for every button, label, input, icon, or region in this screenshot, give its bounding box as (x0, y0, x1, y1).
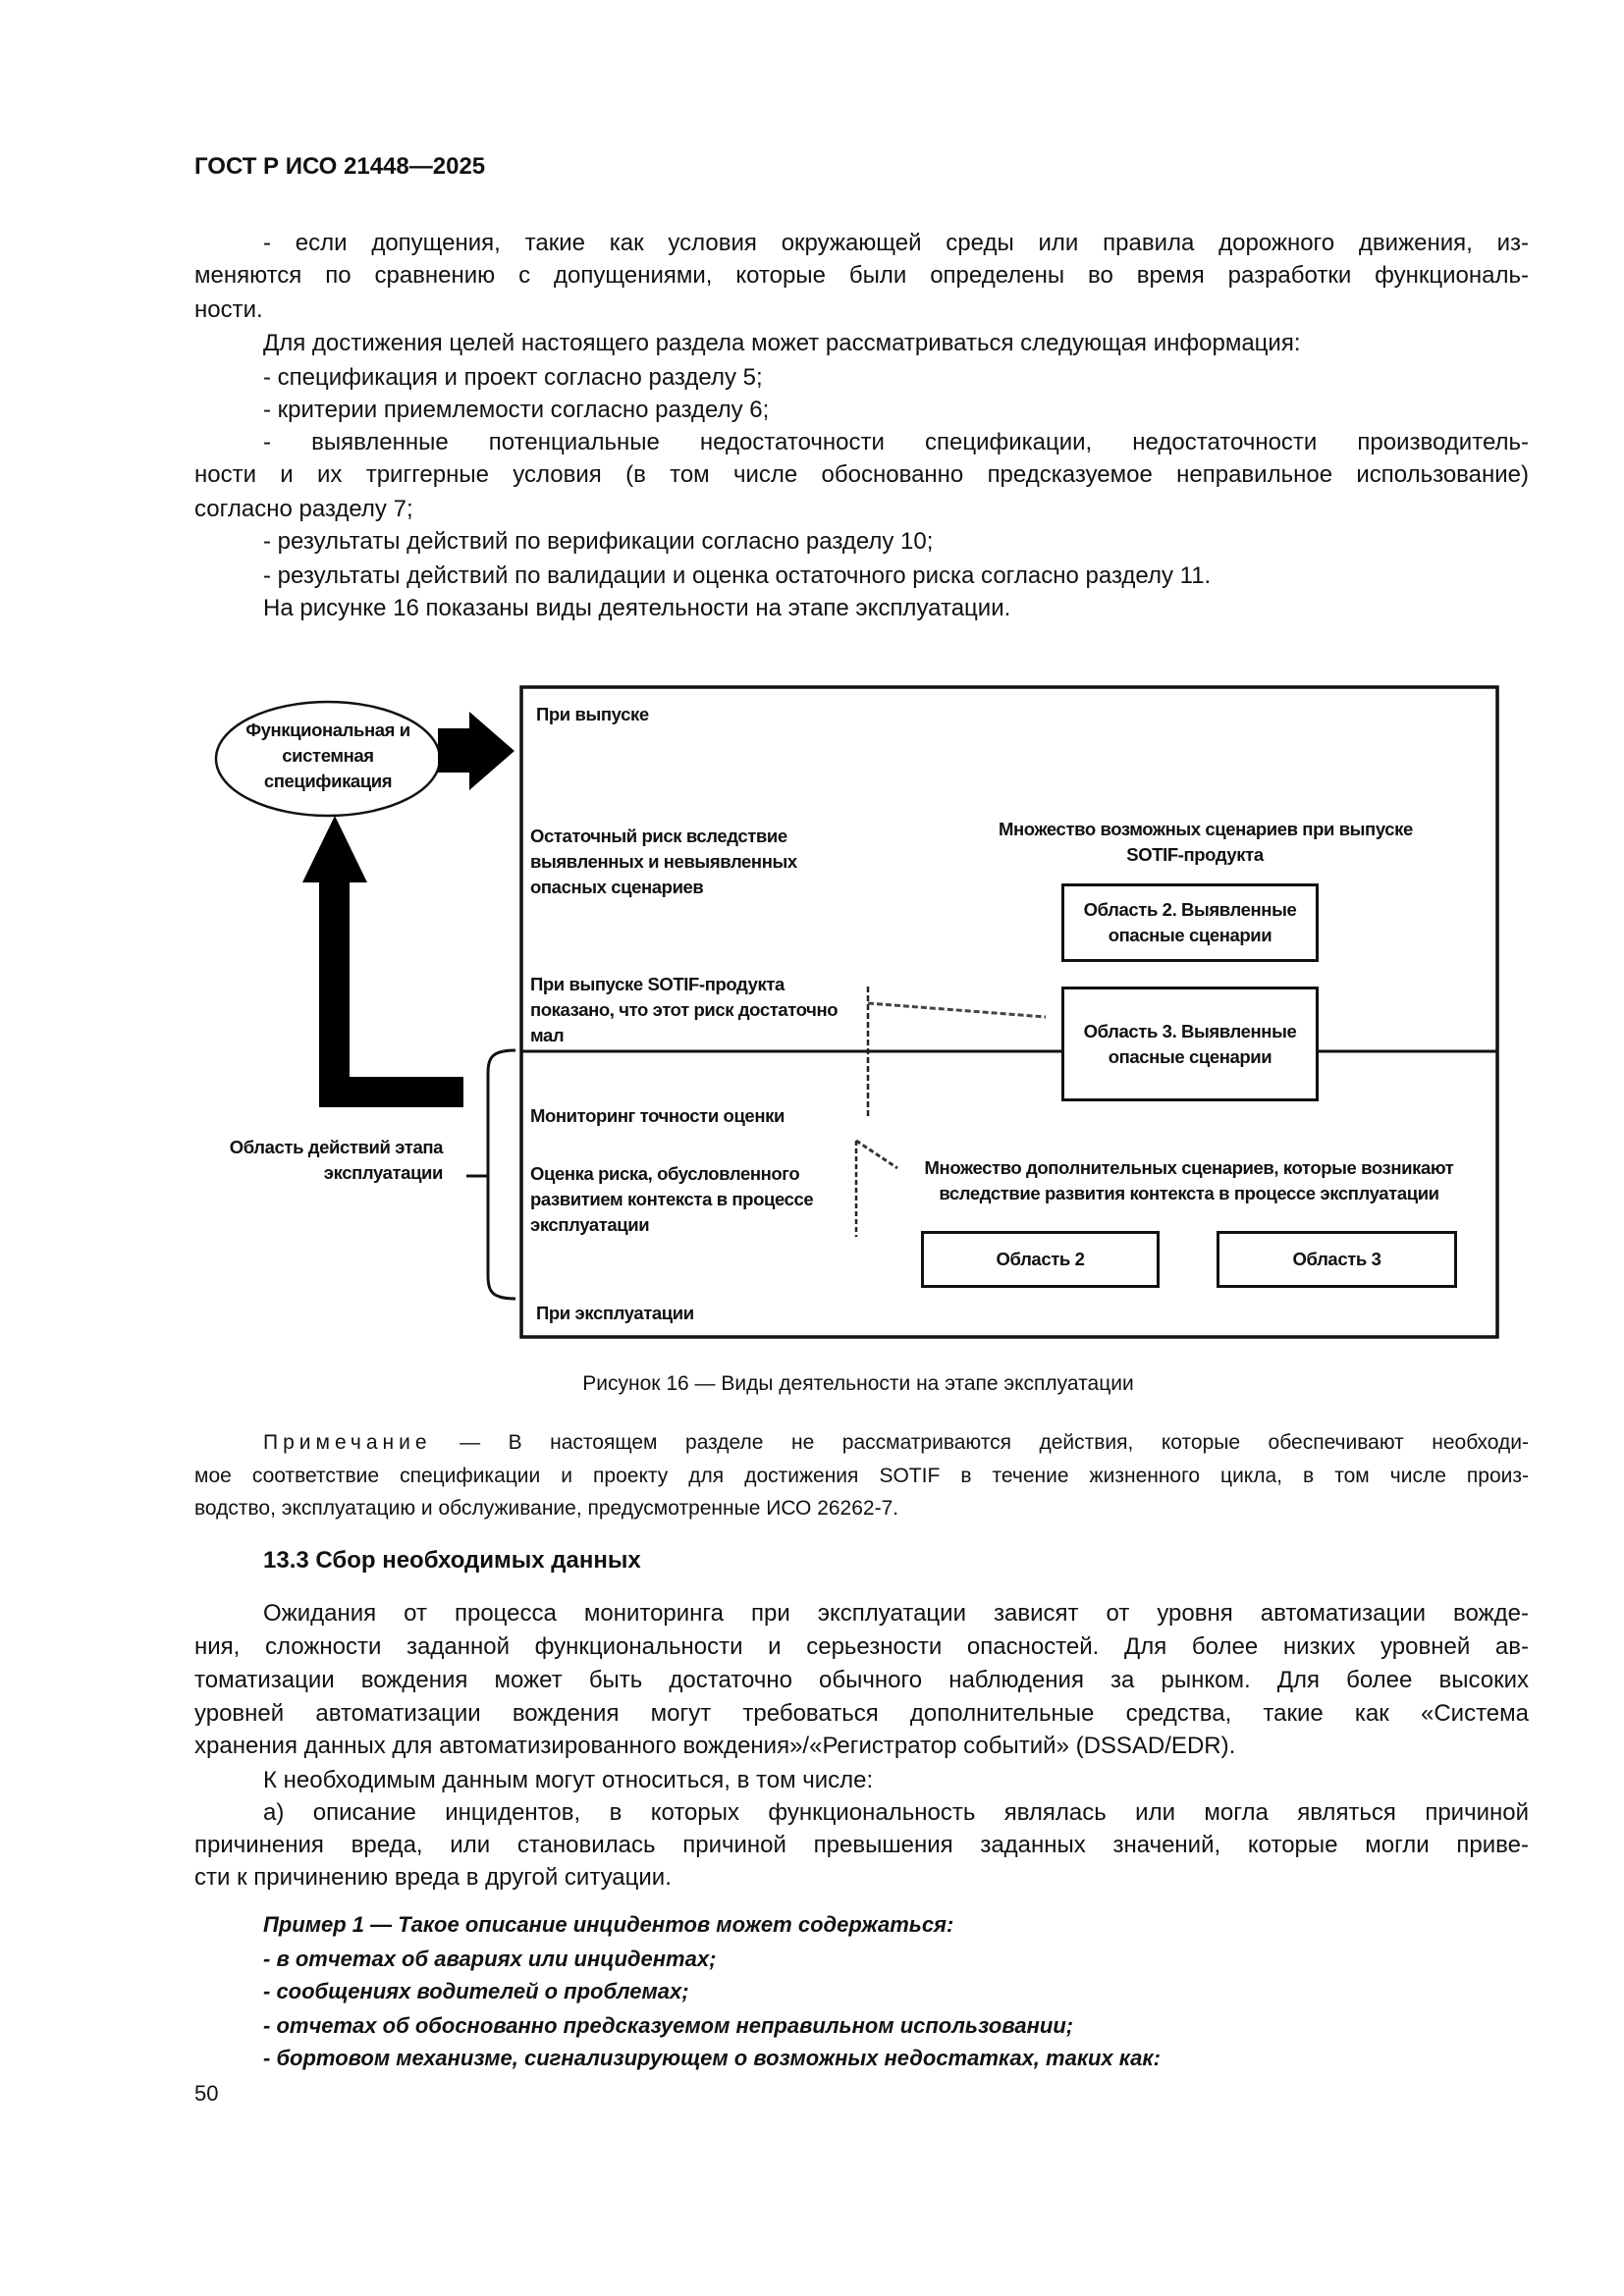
label-line: опасные сценарии (1108, 925, 1272, 945)
area2-identified-box (1061, 883, 1319, 962)
text-line: сти к причинению вреда в другой ситуации. (194, 1864, 672, 1891)
operation-brace (488, 1050, 515, 1299)
page-number: 50 (194, 2081, 219, 2106)
label-line: эксплуатации (530, 1214, 650, 1235)
label-line: SOTIF-продукта (1126, 844, 1264, 865)
label-line: Область 3. Выявленные (1083, 1020, 1297, 1041)
figure-caption: Рисунок 16 — Виды деятельности на этапе эксплуатации (582, 1372, 1134, 1395)
text-line: причинения вреда, или становилась причиной превышения заданных значений, которые могли приве- (194, 1832, 1529, 1858)
operation-scope-label (196, 1135, 443, 1186)
area3-box: Область 3 (1217, 1231, 1457, 1288)
at-operation-label: При эксплуатации (536, 1303, 694, 1323)
text-line: - если допущения, такие как условия окружающей среды или правила дорожного движения, из- (263, 230, 1529, 256)
text-line: Ожидания от процесса мониторинга при эксплуатации зависят от уровня автоматизации вожде- (263, 1600, 1529, 1627)
label-line: Область действий этапа (229, 1137, 443, 1157)
text-line: уровней автоматизации вождения могут требоваться дополнительные средства, такие как «Система (194, 1700, 1529, 1727)
note-label: Примечание (263, 1431, 432, 1454)
area2-box: Область 2 (921, 1231, 1160, 1288)
residual-risk-label (530, 824, 797, 900)
example-title: Пример 1 — Такое описание инцидентов может содержаться: (263, 1912, 954, 1937)
text-line: ности и их триггерные условия (в том числе обоснованно предсказуемое неправильное использование) (194, 461, 1529, 488)
at-release-label: При выпуске (536, 704, 649, 724)
text-line: ности. (194, 296, 263, 323)
section-heading: 13.3 Сбор необходимых данных (263, 1547, 641, 1574)
dashed-line (856, 1141, 897, 1168)
example-item: - отчетах об обоснованно предсказуемом неправильном использовании; (263, 2013, 1074, 2038)
note-line (263, 1428, 1529, 1458)
text-line: хранения данных для автоматизированного вождения»/«Регистратор событий» (DSSAD/EDR). (194, 1733, 1236, 1759)
label-line: Область 2. Выявленные (1083, 899, 1297, 920)
monitoring-label: Мониторинг точности оценки (530, 1105, 785, 1126)
note-text: — В настоящем разделе не рассматриваются действия, которые обеспечивают необходи- (431, 1431, 1529, 1454)
label-line: Остаточный риск вследствие (530, 826, 787, 846)
label-line: Множество возможных сценариев при выпуске (999, 819, 1413, 839)
example-item: - в отчетах об авариях или инцидентах; (263, 1947, 717, 1971)
list-item: - результаты действий по валидации и оценка остаточного риска согласно разделу 11. (263, 562, 1212, 589)
dashed-line (868, 1003, 1046, 1017)
ellipse-label-line: системная (282, 745, 374, 766)
note-line: мое соответствие спецификации и проекту для достижения SOTIF в течение жизненного цикла, в том числе произ- (194, 1465, 1529, 1487)
label-line: При выпуске SOTIF-продукта (530, 974, 785, 994)
text-line: К необходимым данным могут относиться, в том числе: (263, 1767, 874, 1793)
list-item: - выявленные потенциальные недостаточности спецификации, недостаточности производитель- (263, 429, 1529, 455)
text-line: На рисунке 16 показаны виды деятельности на этапе эксплуатации. (263, 595, 1011, 621)
example-item: - сообщениях водителей о проблемах; (263, 1979, 689, 2003)
label-line: мал (530, 1025, 565, 1045)
note-line: водство, эксплуатацию и обслуживание, предусмотренные ИСО 26262-7. (194, 1497, 899, 1520)
area3-identified-box (1061, 987, 1319, 1101)
release-shown-label (530, 972, 838, 1048)
release-set-label (999, 817, 1413, 868)
label-line: вследствие развития контекста в процессе эксплуатации (939, 1183, 1439, 1203)
label-line: опасных сценариев (530, 877, 704, 897)
feedback-arrow-up-icon (302, 816, 463, 1107)
list-item: - спецификация и проект согласно разделу 5; (263, 364, 763, 391)
text-line: согласно разделу 7; (194, 496, 413, 522)
document-header: ГОСТ Р ИСО 21448—2025 (194, 153, 486, 180)
label-line: Оценка риска, обусловленного (530, 1163, 800, 1184)
label-line: опасные сценарии (1108, 1045, 1272, 1067)
list-item: - критерии приемлемости согласно разделу 6; (263, 397, 770, 423)
label-line: Множество дополнительных сценариев, которые возникают (924, 1157, 1454, 1178)
text-line: томатизации вождения может быть достаточно обычного наблюдения за рынком. Для более высоких (194, 1667, 1529, 1693)
ellipse-label-line: спецификация (263, 771, 393, 791)
label-line: эксплуатации (323, 1162, 443, 1183)
label-line: выявленных и невыявленных (530, 851, 797, 872)
text-line: ния, сложности заданной функциональности и серьезности опасностей. Для более низких уровней ав- (194, 1633, 1529, 1660)
ellipse-label (216, 718, 440, 794)
label-line: показано, что этот риск достаточно (530, 999, 839, 1020)
text-line: Для достижения целей настоящего раздела может рассматриваться следующая информация: (263, 330, 1301, 356)
text-line: а) описание инцидентов, в которых функциональность являлась или могла являться причиной (263, 1799, 1529, 1826)
ellipse-label-line: Функциональная и (245, 720, 410, 740)
risk-evaluation-label (530, 1161, 813, 1238)
label-line: развитием контекста в процессе (530, 1189, 814, 1209)
example-item: - бортовом механизме, сигнализирующем о возможных недостатках, таких как: (263, 2046, 1161, 2070)
text-line: меняются по сравнению с допущениями, которые были определены во время разработки функциональ- (194, 262, 1529, 289)
additional-set-label (894, 1155, 1484, 1206)
arrow-right-icon (438, 712, 514, 790)
list-item: - результаты действий по верификации согласно разделу 10; (263, 528, 934, 555)
